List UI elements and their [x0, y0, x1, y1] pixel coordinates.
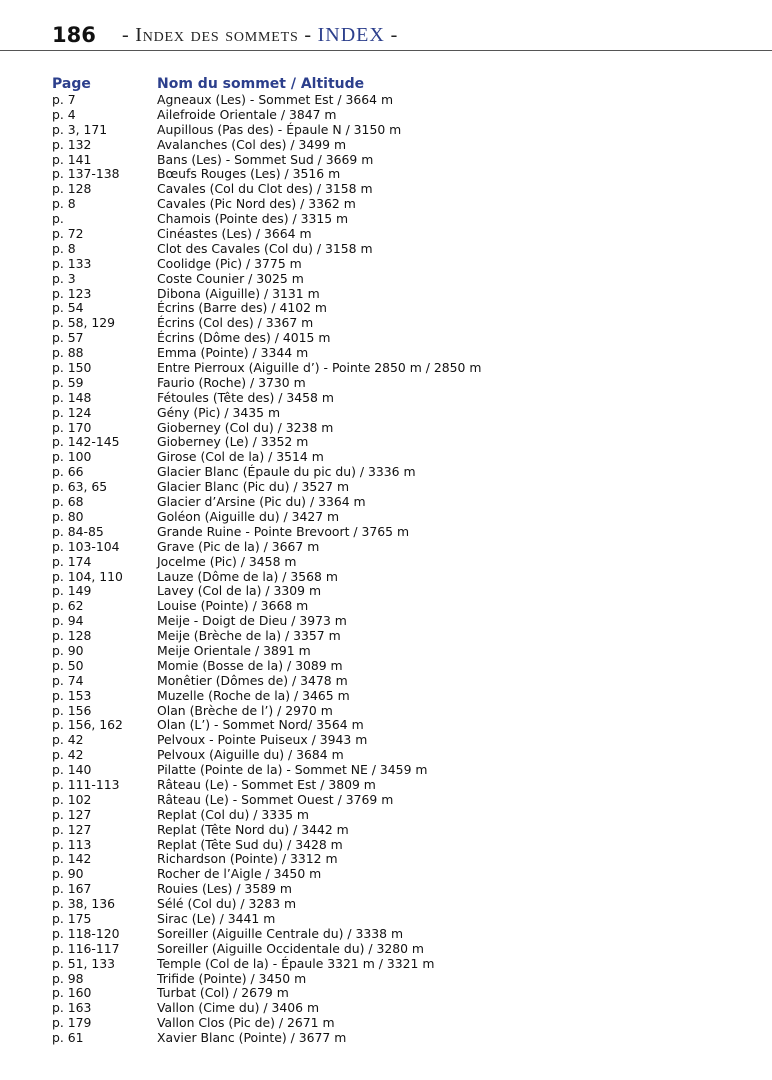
index-page-ref: p. 61: [52, 1030, 84, 1046]
index-summit-name: Chamois (Pointe des) / 3315 m: [157, 211, 349, 227]
index-row: [52, 480, 752, 495]
index-page-ref: p. 137-138: [52, 166, 120, 182]
index-page-ref: p. 103-104: [52, 538, 120, 554]
index-summit-name: Gioberney (Le) / 3352 m: [157, 434, 309, 450]
index-page-ref: p. 3: [52, 270, 76, 286]
index-page-ref: p. 66: [52, 464, 84, 480]
index-row: [52, 599, 752, 614]
index-page-ref: p. 98: [52, 970, 84, 986]
index-page-ref: p. 42: [52, 747, 84, 763]
index-row: [52, 778, 752, 793]
index-row: [52, 108, 752, 123]
index-row: [52, 525, 752, 540]
index-summit-name: Muzelle (Roche de la) / 3465 m: [157, 687, 350, 703]
index-page-ref: p. 111-113: [52, 776, 120, 792]
index-summit-name: Vallon Clos (Pic de) / 2671 m: [157, 1015, 335, 1031]
index-page-ref: p. 84-85: [52, 523, 104, 539]
index-summit-name: Vallon (Cime du) / 3406 m: [157, 1000, 320, 1016]
index-summit-name: Faurio (Roche) / 3730 m: [157, 374, 306, 390]
running-title-suffix: -: [384, 24, 399, 46]
index-page-ref: p. 54: [52, 300, 84, 316]
index-page-ref: p. 94: [52, 613, 84, 629]
index-page-ref: p. 102: [52, 791, 92, 807]
index-summit-name: Pelvoux - Pointe Puiseux / 3943 m: [157, 732, 368, 748]
index-page-ref: p. 100: [52, 449, 92, 465]
index-page-ref: p. 142-145: [52, 434, 120, 450]
index-summit-name: Râteau (Le) - Sommet Est / 3809 m: [157, 776, 376, 792]
index-row: [52, 138, 752, 153]
index-summit-name: Aupillous (Pas des) - Épaule N / 3150 m: [157, 121, 402, 137]
index-row: [52, 733, 752, 748]
index-row: [52, 465, 752, 480]
index-row: [52, 808, 752, 823]
index-summit-name: Glacier Blanc (Pic du) / 3527 m: [157, 479, 350, 495]
index-page-ref: p. 150: [52, 360, 92, 376]
index-summit-name: Cavales (Pic Nord des) / 3362 m: [157, 196, 356, 212]
index-page-ref: p. 116-117: [52, 940, 120, 956]
index-page-ref: p. 3, 171: [52, 121, 108, 137]
index-summit-name: Xavier Blanc (Pointe) / 3677 m: [157, 1030, 347, 1046]
index-page-ref: p. 88: [52, 345, 84, 361]
index-page-ref: p. 38, 136: [52, 896, 116, 912]
index-page-ref: p. 63, 65: [52, 479, 108, 495]
index-row: [52, 227, 752, 242]
index-summit-name: Gioberney (Col du) / 3238 m: [157, 419, 334, 435]
index-row: [52, 361, 752, 376]
index-page-ref: p. 57: [52, 330, 84, 346]
index-summit-name: Rouies (Les) / 3589 m: [157, 881, 292, 897]
index-page-ref: p. 59: [52, 374, 84, 390]
index-summit-name: Clot des Cavales (Col du) / 3158 m: [157, 240, 373, 256]
index-summit-name: Pelvoux (Aiguille du) / 3684 m: [157, 747, 344, 763]
index-page-ref: p. 163: [52, 1000, 92, 1016]
index-summit-name: Dibona (Aiguille) / 3131 m: [157, 285, 320, 301]
index-row: [52, 644, 752, 659]
index-row: [52, 153, 752, 168]
index-page-ref: p. 58, 129: [52, 315, 116, 331]
index-summit-name: Rocher de l’Aigle / 3450 m: [157, 866, 322, 882]
index-page-ref: p. 142: [52, 851, 92, 867]
index-page-ref: p. 118-120: [52, 925, 120, 941]
index-summit-name: Sélé (Col du) / 3283 m: [157, 896, 297, 912]
index-row: [52, 123, 752, 138]
index-row: [52, 257, 752, 272]
index-page-ref: p. 170: [52, 419, 92, 435]
index-summit-name: Bœufs Rouges (Les) / 3516 m: [157, 166, 341, 182]
index-row: [52, 584, 752, 599]
index-row: [52, 912, 752, 927]
index-page-ref: p. 149: [52, 583, 92, 599]
index-summit-name: Avalanches (Col des) / 3499 m: [157, 136, 347, 152]
index-summit-name: Fétoules (Tête des) / 3458 m: [157, 389, 334, 405]
index-row: [52, 555, 752, 570]
index-summit-name: Coolidge (Pic) / 3775 m: [157, 255, 302, 271]
index-summit-name: Replat (Col du) / 3335 m: [157, 806, 309, 822]
index-row: [52, 272, 752, 287]
index-row: [52, 212, 752, 227]
index-summit-name: Sirac (Le) / 3441 m: [157, 910, 276, 926]
index-page-ref: p. 175: [52, 910, 92, 926]
index-page-ref: p. 153: [52, 687, 92, 703]
running-title-text: - Index des sommets -: [122, 24, 318, 46]
index-summit-name: Monêtier (Dômes de) / 3478 m: [157, 672, 348, 688]
index-summit-name: Olan (L’) - Sommet Nord/ 3564 m: [157, 717, 364, 733]
index-row: [52, 287, 752, 302]
index-summit-name: Meije Orientale / 3891 m: [157, 642, 311, 658]
index-summit-name: Goléon (Aiguille du) / 3427 m: [157, 508, 340, 524]
index-row: [52, 823, 752, 838]
index-row: [52, 435, 752, 450]
index-page-ref: p. 80: [52, 508, 84, 524]
index-page-ref: p. 51, 133: [52, 955, 116, 971]
index-page-ref: p. 174: [52, 553, 92, 569]
index-page-ref: p. 8: [52, 196, 76, 212]
index-page-ref: p. 104, 110: [52, 568, 123, 584]
index-summit-name: Grande Ruine - Pointe Brevoort / 3765 m: [157, 523, 410, 539]
index-summit-name: Grave (Pic de la) / 3667 m: [157, 538, 320, 554]
column-header-name: Nom du sommet / Altitude: [157, 76, 365, 92]
page-number: 186: [52, 23, 96, 47]
index-page-ref: p. 128: [52, 181, 92, 197]
index-summit-name: Entre Pierroux (Aiguille d’) - Pointe 2850 m / 2850 m: [157, 360, 482, 376]
index-row: [52, 391, 752, 406]
index-row: [52, 689, 752, 704]
index-summit-name: Trifide (Pointe) / 3450 m: [157, 970, 307, 986]
page-header: [0, 0, 772, 52]
index-row: [52, 450, 752, 465]
index-summit-name: Turbat (Col) / 2679 m: [157, 985, 289, 1001]
index-row: [52, 301, 752, 316]
index-row: [52, 421, 752, 436]
index-row: [52, 346, 752, 361]
index-page-ref: p. 42: [52, 732, 84, 748]
index-row: [52, 972, 752, 987]
index-row: [52, 763, 752, 778]
index-row: [52, 748, 752, 763]
running-title: [122, 22, 398, 48]
index-row: [52, 1001, 752, 1016]
index-page-ref: p. 128: [52, 628, 92, 644]
index-row: [52, 867, 752, 882]
index-summit-name: Râteau (Le) - Sommet Ouest / 3769 m: [157, 791, 394, 807]
index-summit-name: Richardson (Pointe) / 3312 m: [157, 851, 338, 867]
index-row: [52, 629, 752, 644]
index-summit-name: Replat (Tête Nord du) / 3442 m: [157, 821, 349, 837]
index-summit-name: Olan (Brèche de l’) / 2970 m: [157, 702, 333, 718]
index-row: [52, 570, 752, 585]
index-row: [52, 182, 752, 197]
index-page-ref: p. 127: [52, 806, 92, 822]
index-row: [52, 316, 752, 331]
index-row: [52, 793, 752, 808]
index-row: [52, 659, 752, 674]
index-column-headers: [52, 76, 752, 93]
index-rows: [52, 93, 752, 1046]
index-page-ref: p. 68: [52, 494, 84, 510]
header-rule: [0, 50, 772, 51]
index-summit-name: Gény (Pic) / 3435 m: [157, 404, 281, 420]
index-row: [52, 718, 752, 733]
summit-index: [52, 76, 752, 1046]
index-row: [52, 927, 752, 942]
index-summit-name: Temple (Col de la) - Épaule 3321 m / 3321 m: [157, 955, 435, 971]
index-summit-name: Girose (Col de la) / 3514 m: [157, 449, 324, 465]
index-row: [52, 197, 752, 212]
index-summit-name: Agneaux (Les) - Sommet Est / 3664 m: [157, 92, 394, 107]
index-summit-name: Écrins (Barre des) / 4102 m: [157, 300, 327, 316]
index-page-ref: p. 90: [52, 866, 84, 882]
index-row: [52, 376, 752, 391]
index-summit-name: Cavales (Col du Clot des) / 3158 m: [157, 181, 373, 197]
index-summit-name: Bans (Les) - Sommet Sud / 3669 m: [157, 151, 374, 167]
index-summit-name: Meije - Doigt de Dieu / 3973 m: [157, 613, 347, 629]
index-row: [52, 882, 752, 897]
index-row: [52, 614, 752, 629]
index-page-ref: p. 167: [52, 881, 92, 897]
index-page-ref: p. 90: [52, 642, 84, 658]
index-summit-name: Glacier Blanc (Épaule du pic du) / 3336 m: [157, 464, 416, 480]
index-row: [52, 242, 752, 257]
index-page-ref: p. 148: [52, 389, 92, 405]
index-row: [52, 331, 752, 346]
index-summit-name: Glacier d’Arsine (Pic du) / 3364 m: [157, 494, 366, 510]
index-page-ref: p. 74: [52, 672, 84, 688]
index-row: [52, 897, 752, 912]
index-summit-name: Louise (Pointe) / 3668 m: [157, 598, 309, 614]
index-page-ref: p. 7: [52, 92, 76, 107]
index-page-ref: p. 62: [52, 598, 84, 614]
index-summit-name: Cinéastes (Les) / 3664 m: [157, 226, 312, 242]
index-summit-name: Lavey (Col de la) / 3309 m: [157, 583, 322, 599]
index-summit-name: Ailefroide Orientale / 3847 m: [157, 106, 337, 122]
index-row: [52, 93, 752, 108]
index-row: [52, 406, 752, 421]
index-page-ref: p. 124: [52, 404, 92, 420]
index-row: [52, 1031, 752, 1046]
index-summit-name: Meije (Brèche de la) / 3357 m: [157, 628, 341, 644]
index-page-ref: p. 132: [52, 136, 92, 152]
index-row: [52, 986, 752, 1001]
running-title-accent: INDEX: [317, 24, 385, 46]
index-row: [52, 674, 752, 689]
index-summit-name: Lauze (Dôme de la) / 3568 m: [157, 568, 338, 584]
index-row: [52, 495, 752, 510]
index-page-ref: p. 133: [52, 255, 92, 271]
index-row: [52, 852, 752, 867]
index-page-ref: p. 156: [52, 702, 92, 718]
index-row: [52, 167, 752, 182]
index-page-ref: p. 140: [52, 762, 92, 778]
index-page-ref: p. 72: [52, 226, 84, 242]
index-summit-name: Pilatte (Pointe de la) - Sommet NE / 3459 m: [157, 762, 428, 778]
index-page-ref: p. 123: [52, 285, 92, 301]
index-summit-name: Écrins (Col des) / 3367 m: [157, 315, 314, 331]
index-row: [52, 957, 752, 972]
index-page-ref: p. 156, 162: [52, 717, 123, 733]
index-row: [52, 510, 752, 525]
index-row: [52, 1016, 752, 1031]
index-summit-name: Jocelme (Pic) / 3458 m: [157, 553, 297, 569]
index-page-ref: p. 179: [52, 1015, 92, 1031]
index-page-ref: p. 4: [52, 106, 76, 122]
index-row: [52, 704, 752, 719]
index-page-ref: p. 127: [52, 821, 92, 837]
index-summit-name: Emma (Pointe) / 3344 m: [157, 345, 309, 361]
index-row: [52, 540, 752, 555]
index-page-ref: p. 160: [52, 985, 92, 1001]
column-header-page: Page: [52, 76, 91, 92]
index-summit-name: Soreiller (Aiguille Occidentale du) / 3280 m: [157, 940, 424, 956]
index-summit-name: Replat (Tête Sud du) / 3428 m: [157, 836, 343, 852]
index-page-ref: p. 113: [52, 836, 92, 852]
index-page-ref: p. 8: [52, 240, 76, 256]
index-page-ref: p. 141: [52, 151, 92, 167]
index-row: [52, 838, 752, 853]
index-summit-name: Momie (Bosse de la) / 3089 m: [157, 657, 343, 673]
index-page-ref: p.: [52, 211, 64, 227]
index-page-ref: p. 50: [52, 657, 84, 673]
index-summit-name: Soreiller (Aiguille Centrale du) / 3338 m: [157, 925, 404, 941]
index-summit-name: Écrins (Dôme des) / 4015 m: [157, 330, 331, 346]
index-summit-name: Coste Counier / 3025 m: [157, 270, 304, 286]
index-row: [52, 942, 752, 957]
